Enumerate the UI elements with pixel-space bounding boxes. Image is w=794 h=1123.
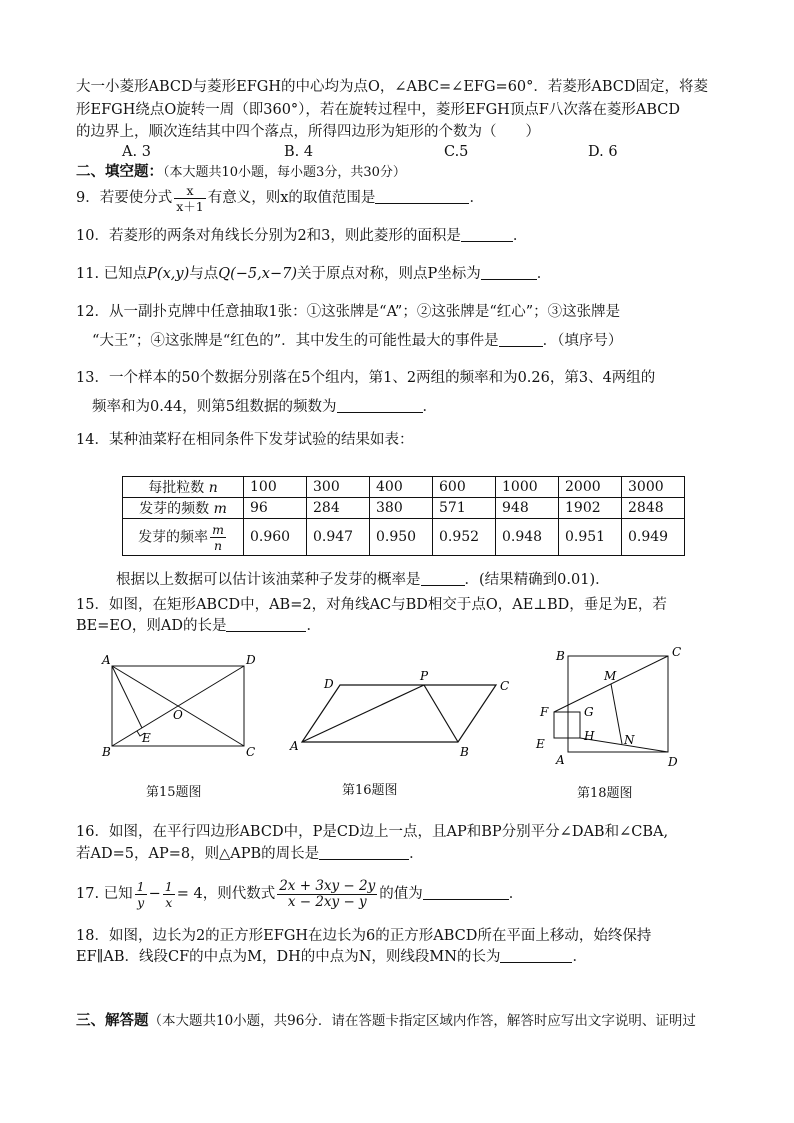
fig15-label-c: C <box>246 745 256 759</box>
table-cell: 571 <box>433 498 496 519</box>
table-cell: 1000 <box>496 477 559 498</box>
q10 <box>76 226 527 246</box>
figure-15 <box>96 652 266 764</box>
fig18-square-efgh <box>554 712 580 738</box>
q17-pre: 17. 已知 <box>76 886 133 902</box>
q13-line2-text: 频率和为0.44，则第5组数据的频数为 <box>92 399 337 415</box>
q17-post: 的值为 <box>379 886 423 902</box>
fig15-label-o: O <box>173 708 183 722</box>
fig18-label-h: H <box>584 729 595 743</box>
table-cell: 0.947 <box>307 519 370 556</box>
q17 <box>76 874 523 914</box>
fig16-parallelogram <box>302 685 496 742</box>
fig18-segment-mn <box>611 684 622 744</box>
fig15-label-a: A <box>102 653 111 667</box>
fig18-square-abcd <box>568 656 668 752</box>
table-row-frequency-count <box>123 498 685 519</box>
q13-answer-blank[interactable] <box>337 398 423 413</box>
fig16-segment-bp <box>424 685 458 742</box>
q11-point-p: P(x,y) <box>147 266 190 282</box>
q12-answer-blank[interactable] <box>499 332 543 347</box>
q14-text: 14．某种油菜籽在相同条件下发芽试验的结果如表： <box>76 432 414 448</box>
q14-after-text: 根据以上数据可以估计该油菜种子发芽的概率是 <box>116 572 421 588</box>
fig18-label-m: M <box>604 669 617 683</box>
q14-after-end: ．(结果精确到0.01)． <box>464 572 610 588</box>
table-header-counts: 每批粒数 n <box>123 477 244 498</box>
table-cell: 0.951 <box>559 519 622 556</box>
fig16-label-d: D <box>324 677 334 691</box>
fig15-label-b: B <box>102 745 111 759</box>
q8-option-b: B. 4 <box>284 144 314 160</box>
table-cell: 100 <box>244 477 307 498</box>
table-cell: 284 <box>307 498 370 519</box>
q16-line2 <box>76 844 424 864</box>
fig18-label-e: E <box>536 737 545 751</box>
q18-line1: 18．如图，边长为2的正方形EFGH在边长为6的正方形ABCD所在平面上移动，始终保持 <box>76 928 652 944</box>
table-cell: 600 <box>433 477 496 498</box>
q15-line1: 15．如图，在矩形ABCD中，AB=2，对角线AC与BD相交于点O，AE⊥BD，垂足为E，若 <box>76 597 667 613</box>
table-cell: 300 <box>307 477 370 498</box>
table-cell: 3000 <box>622 477 685 498</box>
table-cell: 1902 <box>559 498 622 519</box>
table-cell: 2848 <box>622 498 685 519</box>
q8-option-d: D. 6 <box>588 144 618 160</box>
fig18-label-d: D <box>668 755 678 769</box>
section3-note: （本大题共10小题，共96分．请在答题卡指定区域内作答，解答时应写出文字说明、证明过 <box>148 1013 696 1029</box>
q17-eq: = 4，则代数式 <box>176 886 276 902</box>
q17-minus: − <box>148 886 161 902</box>
table-cell: 0.948 <box>496 519 559 556</box>
fig15-label-d: D <box>246 653 256 667</box>
q17-answer-blank[interactable] <box>423 885 509 900</box>
fig16-label-a: A <box>290 739 299 753</box>
section3-heading <box>76 1011 696 1031</box>
figure-16 <box>284 668 514 764</box>
fig15-label-e: E <box>142 731 151 745</box>
section2-heading <box>76 162 406 183</box>
q17-fraction-1: $\frac{1}{y}$ <box>136 878 145 910</box>
fig18-caption: 第18题图 <box>577 786 633 801</box>
q8-option-a: A. 3 <box>122 144 151 160</box>
table-header-frequency-count: 发芽的频数 m <box>123 498 244 519</box>
q12-line2-end: ．（填序号） <box>542 333 623 349</box>
q8-line3: 的边界上，顺次连结其中四个落点，所得四边形为矩形的个数为（ ） <box>76 124 540 140</box>
table-cell: 0.949 <box>622 519 685 556</box>
fig18-label-n: N <box>624 733 635 747</box>
q12-line1: 12．从一副扑克牌中任意抽取1张：①这张牌是“A”；②这张牌是“红心”；③这张牌是 <box>76 304 621 320</box>
q9-answer-blank[interactable] <box>375 189 469 204</box>
q16-line2-text: 若AD=5，AP=8，则△APB的周长是 <box>76 846 320 862</box>
q18-answer-blank[interactable] <box>500 948 572 963</box>
q9-end: ． <box>469 190 484 206</box>
fig16-label-p: P <box>420 669 429 683</box>
q10-end: ． <box>512 228 528 244</box>
fig16-label-c: C <box>500 679 510 693</box>
fig18-label-b: B <box>556 649 565 663</box>
table-cell: 948 <box>496 498 559 519</box>
q16-line1: 16．如图，在平行四边形ABCD中，P是CD边上一点，且AP和BP分别平分∠DAB和∠CBA, <box>76 824 669 840</box>
q9-fraction <box>174 183 206 214</box>
q18-line2-text: EF∥AB．线段CF的中点为M，DH的中点为N，则线段MN的长为 <box>76 949 501 965</box>
fig18-label-g: G <box>584 705 594 719</box>
fig18-label-a: A <box>556 753 565 767</box>
table-header-frequency-rate: 发芽的频率 $\frac{m}{n}$ <box>123 519 244 556</box>
q18-end: ． <box>572 949 587 965</box>
q12-line2 <box>92 331 622 351</box>
fig18-label-c: C <box>672 645 682 659</box>
table-cell: 2000 <box>559 477 622 498</box>
figure-18 <box>530 642 690 772</box>
table-row-counts <box>123 477 685 498</box>
q16-end: ． <box>409 846 424 862</box>
q10-answer-blank[interactable] <box>461 227 513 242</box>
q11-post: 关于原点对称，则点P坐标为 <box>296 266 481 282</box>
table-cell: 400 <box>370 477 433 498</box>
table-cell: 0.960 <box>244 519 307 556</box>
q9-fraction-num: x <box>174 183 206 199</box>
q15-answer-blank[interactable] <box>226 617 306 632</box>
q11-end: ． <box>536 266 552 282</box>
section2-note: （本大题共10小题，每小题3分，共30分） <box>163 165 406 180</box>
germination-table <box>122 476 685 556</box>
q8-line1: 大一小菱形ABCD与菱形EFGH的中心均为点O，∠ABC=∠EFG=60°．若菱形ABCD固定，将菱 <box>76 79 709 95</box>
fig16-caption: 第16题图 <box>342 783 398 798</box>
q15-end: ． <box>306 618 321 634</box>
q11-point-q: Q(−5,x−7) <box>218 266 297 282</box>
q17-fraction-2: $\frac{1}{x}$ <box>164 878 173 910</box>
q9-post: 有意义，则x的取值范围是 <box>207 190 376 206</box>
fig15-caption: 第15题图 <box>146 785 202 800</box>
q13-line1: 13．一个样本的50个数据分别落在5个组内，第1、2两组的频率和为0.26，第3、4两组的 <box>76 370 656 386</box>
q16-answer-blank[interactable] <box>319 845 409 860</box>
q9-fraction-den: x＋1 <box>176 198 204 214</box>
section2-title: 二、填空题： <box>76 163 163 180</box>
table-cell: 0.950 <box>370 519 433 556</box>
q10-text: 10．若菱形的两条对角线长分别为2和3，则此菱形的面积是 <box>76 228 461 244</box>
q11-pre: 11. 已知点 <box>76 266 148 282</box>
q14-after <box>116 570 610 590</box>
q8-line2: 形EFGH绕点O旋转一周（即360°），若在旋转过程中，菱形EFGH顶点F八次落在菱形ABCD <box>76 102 680 118</box>
q11 <box>76 264 551 284</box>
fig16-label-b: B <box>460 745 469 759</box>
q9-pre: 9．若要使分式 <box>76 190 173 206</box>
table-cell: 0.952 <box>433 519 496 556</box>
q14-answer-blank[interactable] <box>421 571 465 586</box>
table-row-frequency-rate <box>123 519 685 556</box>
q9 <box>76 181 484 215</box>
fig18-label-f: F <box>540 705 549 719</box>
q11-answer-blank[interactable] <box>481 265 537 280</box>
section3-title: 三、解答题 <box>76 1012 149 1029</box>
q17-fraction-3: $\frac{2x + 3xy - 2y}{x - 2xy - y}$ <box>279 877 376 910</box>
q11-mid: 与点 <box>189 266 219 282</box>
q18-line2 <box>76 947 587 967</box>
q17-end: ． <box>508 886 524 902</box>
q8-option-c: C.5 <box>444 144 469 160</box>
q13-end: ． <box>422 399 438 415</box>
q12-line2-text: “大王”；④这张牌是“红色的”．其中发生的可能性最大的事件是 <box>92 333 499 349</box>
table-cell: 96 <box>244 498 307 519</box>
q13-line2 <box>92 397 437 417</box>
q15-line2 <box>76 616 321 636</box>
q15-line2-text: BE=EO，则AD的长是 <box>76 618 227 634</box>
table-cell: 380 <box>370 498 433 519</box>
